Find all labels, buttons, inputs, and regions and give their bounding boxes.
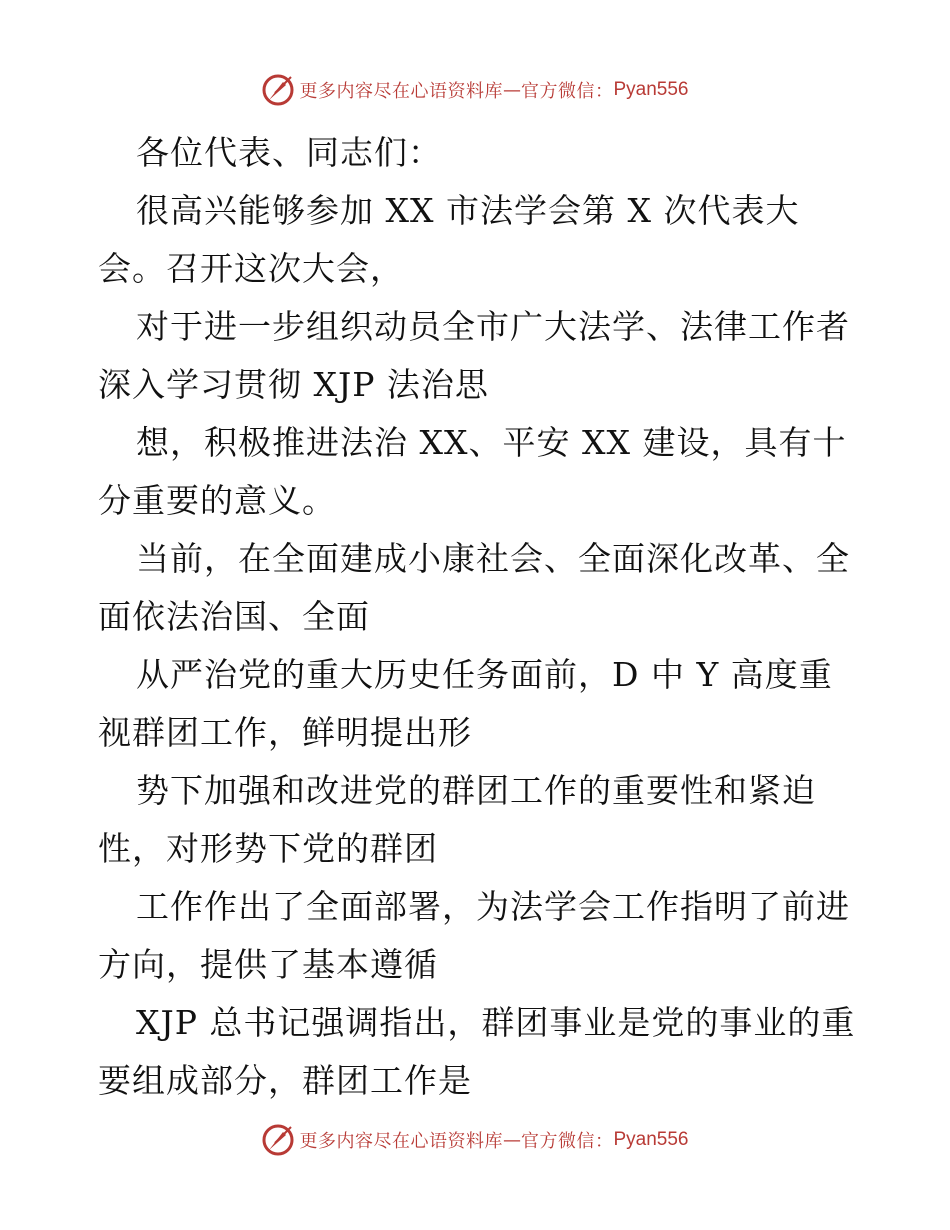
footer-banner-separator: — [502, 1129, 521, 1151]
banner-official: 官方微信： [520, 81, 614, 102]
body-line: 视群团工作，鲜明提出形 [98, 713, 472, 752]
body-line: 对于进一步组织动员全市广大法学、法律工作者 [136, 307, 850, 346]
footer-banner-text: 更多内容尽在心语资料库 [299, 1131, 503, 1152]
banner-text: 更多内容尽在心语资料库 [299, 81, 503, 102]
body-line: 深入学习贯彻 XJP 法治思 [98, 365, 489, 404]
body-line: 性，对形势下党的群团 [98, 829, 438, 868]
body-line: 面依法治国、全面 [98, 597, 370, 636]
quill-circle-icon [261, 1123, 295, 1157]
body-line: XJP 总书记强调指出，群团事业是党的事业的重 [136, 1003, 856, 1042]
body-line: 想，积极推进法治 XX、平安 XX 建设，具有十 [136, 423, 847, 462]
banner-id: Pyan556 [613, 79, 689, 100]
body-line: 要组成部分，群团工作是 [98, 1061, 472, 1100]
footer-banner-official: 官方微信： [520, 1131, 614, 1152]
quill-circle-icon [261, 73, 295, 107]
body-line: 方向，提供了基本遵循 [98, 945, 438, 984]
banner-separator: — [502, 79, 521, 101]
header-banner [0, 70, 950, 110]
footer-banner-id: Pyan556 [613, 1129, 689, 1150]
body-line: 各位代表、同志们： [136, 133, 442, 172]
body-line: 当前，在全面建成小康社会、全面深化改革、全 [136, 539, 850, 578]
body-line: 会。召开这次大会， [98, 249, 404, 288]
body-line: 很高兴能够参加 XX 市法学会第 X 次代表大 [136, 191, 800, 230]
body-line: 从严治党的重大历史任务面前，D 中 Y 高度重 [136, 655, 833, 694]
body-line: 工作作出了全面部署，为法学会工作指明了前进 [136, 887, 850, 926]
footer-banner [0, 1120, 950, 1160]
body-line: 势下加强和改进党的群团工作的重要性和紧迫 [136, 771, 816, 810]
document-body [98, 124, 868, 1110]
body-line: 分重要的意义。 [98, 481, 336, 520]
